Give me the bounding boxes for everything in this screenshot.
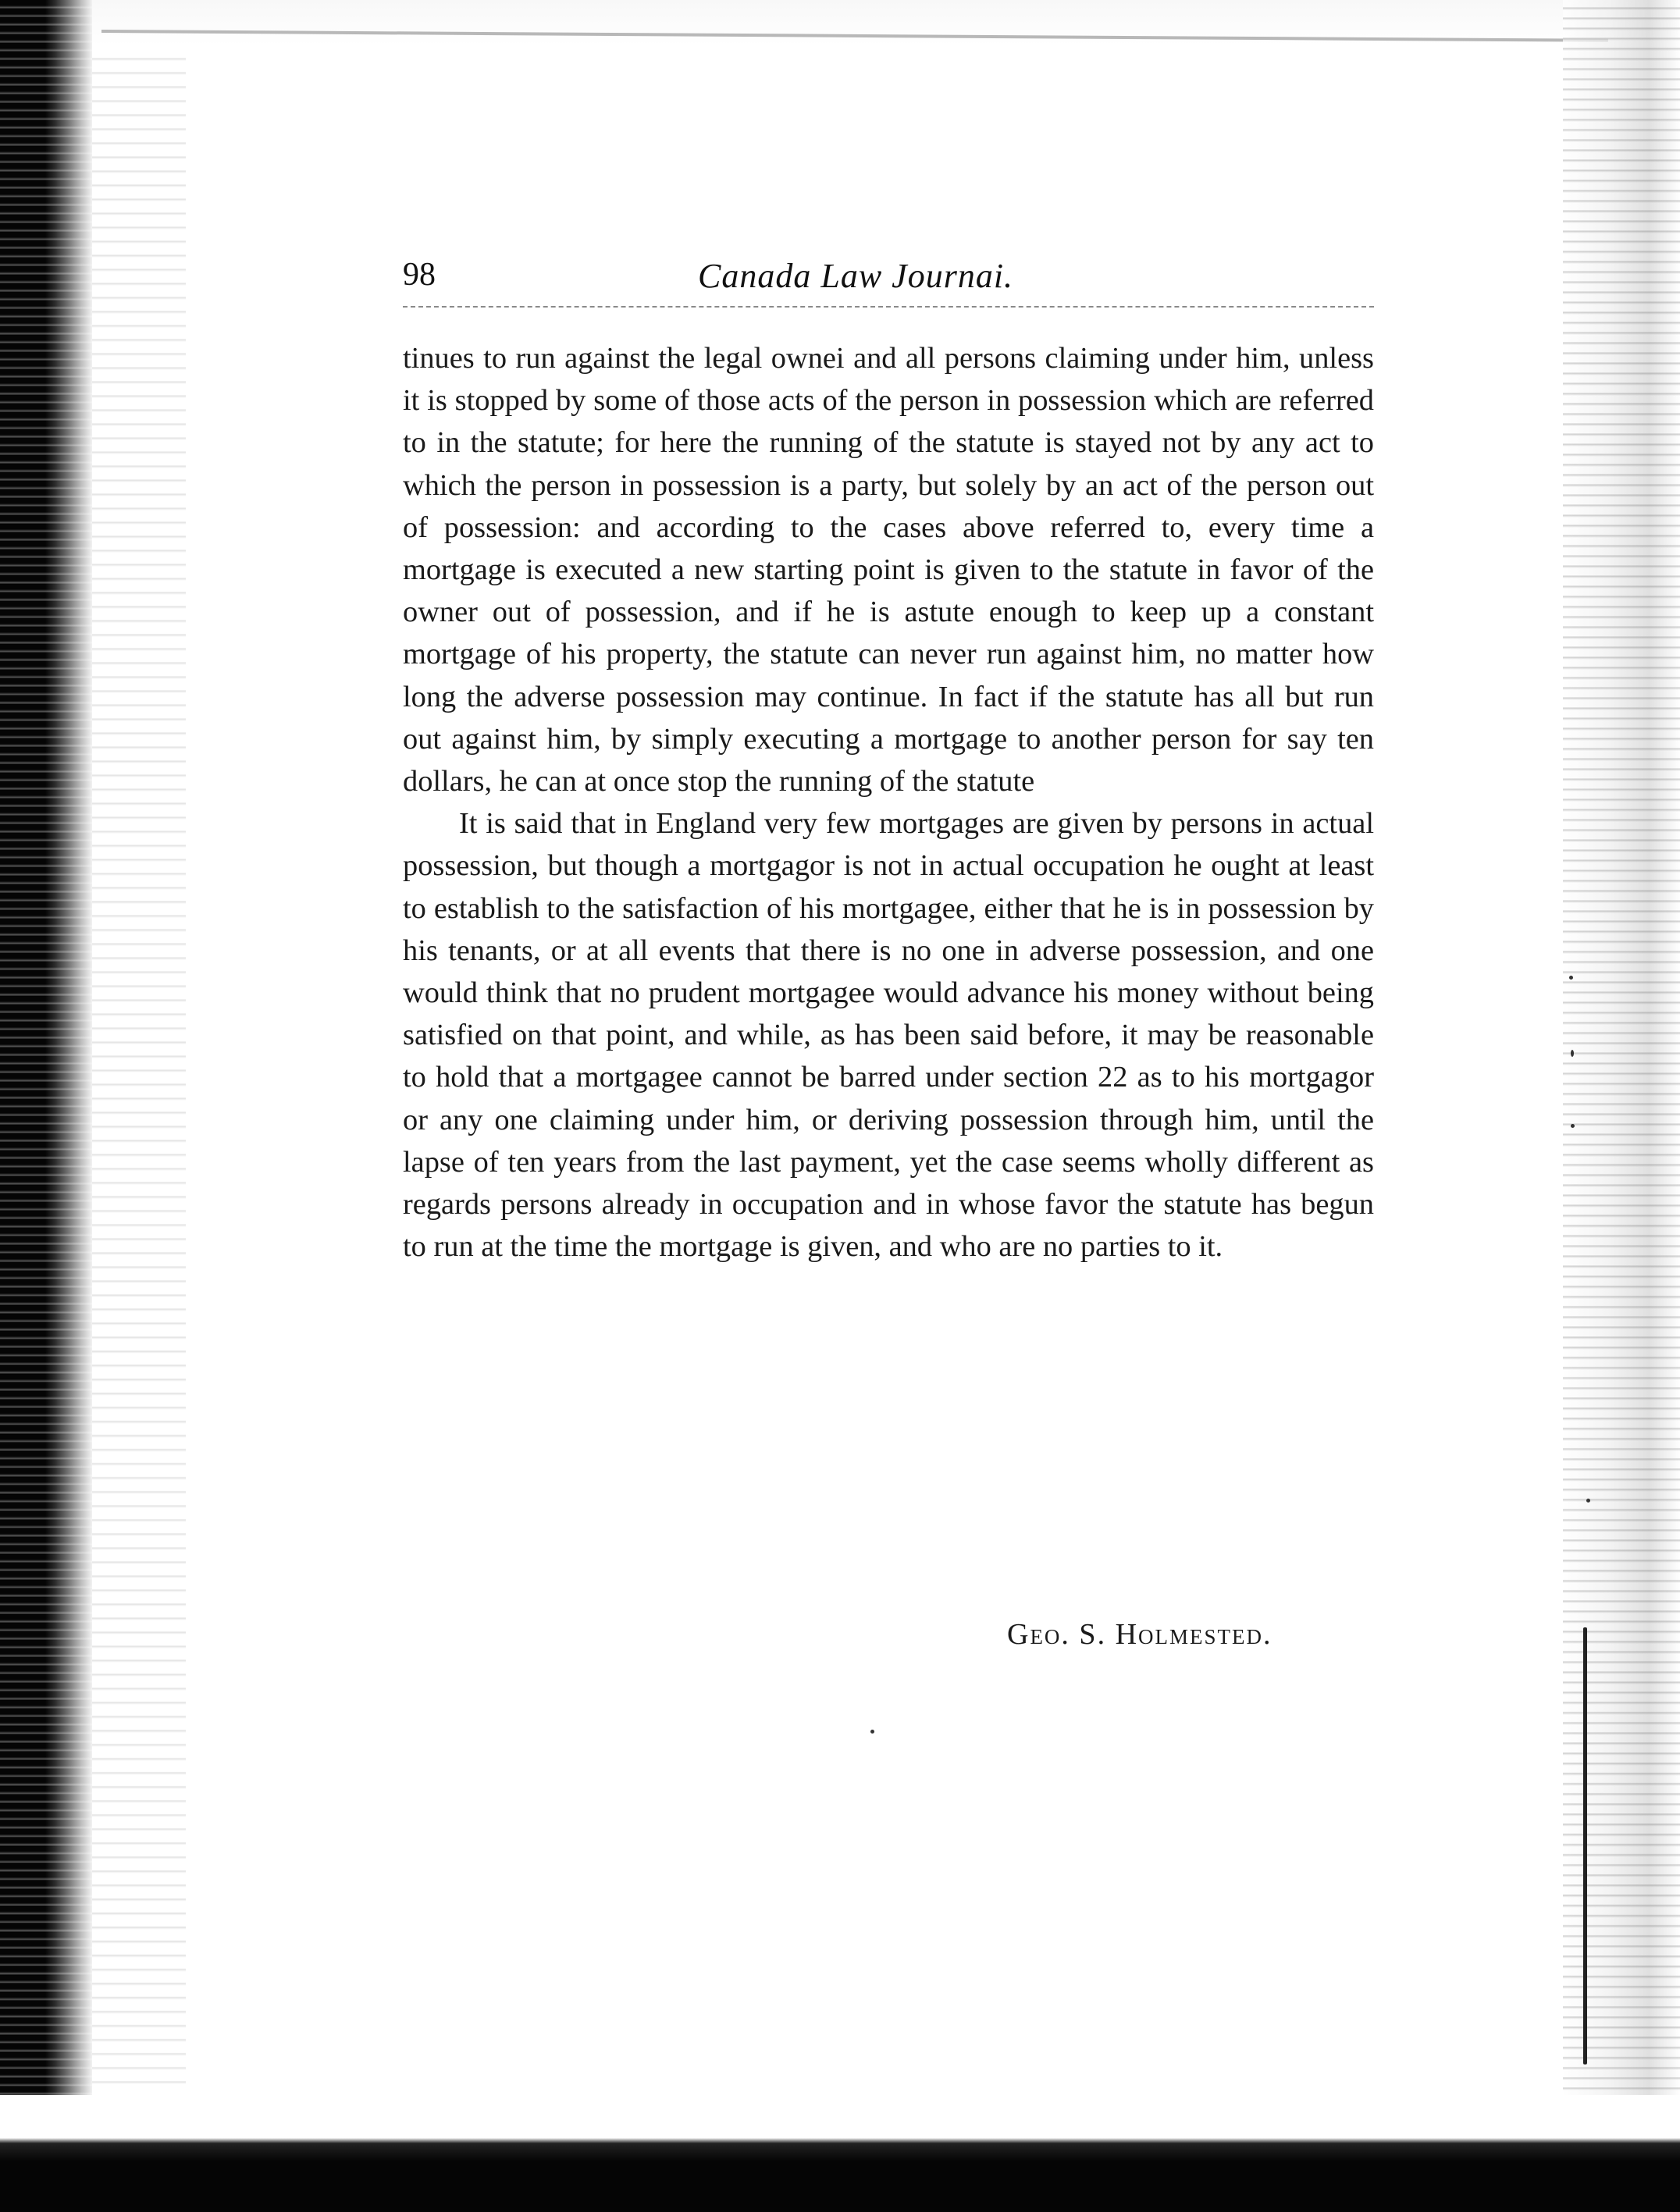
stray-mark bbox=[1571, 1124, 1575, 1128]
author-signature: Geo. S. Holmested. bbox=[1007, 1618, 1272, 1651]
header-rule bbox=[403, 306, 1374, 308]
article-body bbox=[403, 337, 1374, 1268]
scan-edge-left-texture bbox=[92, 47, 186, 2154]
running-title: Canada Law Journai. bbox=[698, 257, 1014, 295]
paragraph: It is said that in England very few mortgages are given by persons in actual possession, but though a mortgagor is not in actual occupation he ought at least to establish to the satisfaction of his mortgagee, either that he is in possession by his tenants, or at all events that there is no one in adverse possession, and one would think that no prudent mortgagee would advance his money without being satisfied on that point, and while, as has been said before, it may be reasonable to hold that a mortgagee cannot be barred under section 22 as to his mortgagor or any one claiming under him, or deriving possession through him, until the lapse of ten years from the last payment, yet the case seems wholly different as regards persons already in occupation and in whose favor the statute has begun to run at the time the mortgage is given, and who are no parties to it. bbox=[403, 807, 1374, 1264]
stray-mark bbox=[1571, 1050, 1574, 1057]
scan-edge-right bbox=[1563, 0, 1680, 2212]
margin-mark bbox=[1583, 1627, 1587, 2064]
stray-mark bbox=[870, 1730, 874, 1734]
paragraph: tinues to run against the legal ownei and all persons claiming under him, unless it is stopped by some of those acts of the person in possession which are referred to in the statute; for here the running of the statute is stayed not by any act to which the person in possession is a party, but solely by an act of the person out of possession: and according to the cases above referred to, every time a mortgage is executed a new starting point is given to the statute in favor of the owner out of possession, and if he is astute enough to keep up a constant mortgage of his property, the statute can never run against him, no matter how long the adverse possession may continue. In fact if the statute has all but run out against him, by simply executing a mortgage to another person for say ten dollars, he can at once stop the running of the statute bbox=[403, 342, 1374, 798]
page-number: 98 bbox=[403, 257, 436, 293]
page-header bbox=[403, 256, 1374, 315]
stray-mark bbox=[1586, 1499, 1590, 1503]
scan-edge-bottom bbox=[0, 2095, 1680, 2212]
scan-edge-left bbox=[0, 0, 92, 2212]
stray-mark bbox=[1569, 976, 1573, 980]
